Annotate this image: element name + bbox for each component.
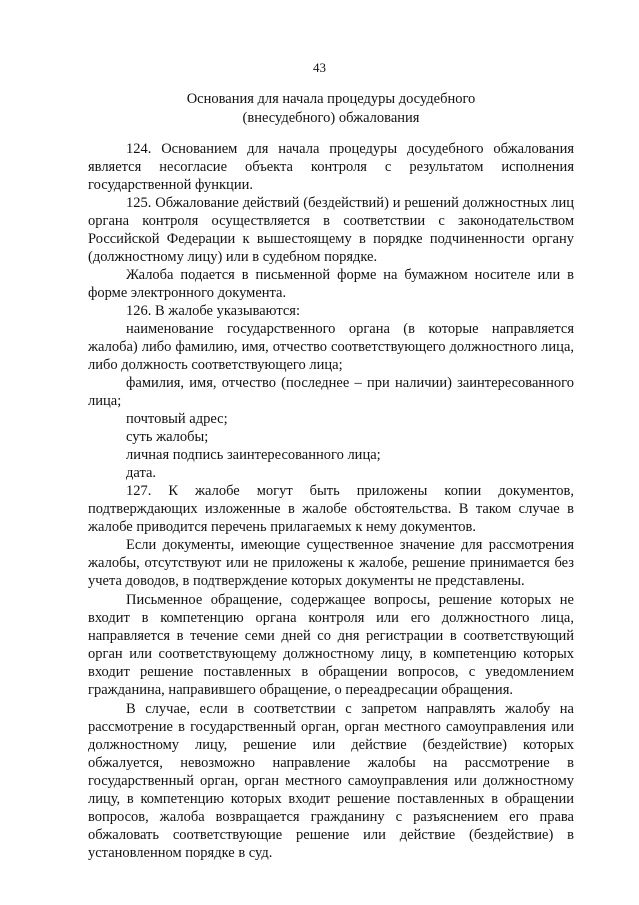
paragraph-127: 127. К жалобе могут быть приложены копии документов, подтверждающих изложенные в жалобе обстоятельства. В таком случае в жалобе приводится перечень прилагаемых к нему документов.	[88, 483, 574, 535]
paragraph-missing-documents: Если документы, имеющие существенное значение для рассмотрения жалобы, отсутствуют или не приложены к жалобе, решение принимается без учета доводов, в подтверждение которых документы не представлены.	[88, 537, 574, 589]
paragraph-125: 125. Обжалование действий (бездействий) и решений должностных лиц органа контроля осуществляется в соответствии с законодательством Российской Федерации к вышестоящему в порядке подчиненности органу (должностному лицу) или в судебном порядке.	[88, 195, 574, 265]
page-number: 43	[313, 60, 326, 75]
paragraph-written-appeal: Письменное обращение, содержащее вопросы, решение которых не входит в компетенцию органа контроля или его должностного лица, направляется в течение семи дней со дня регистрации в соответствующий орган или соответствующему должностному лицу, в компетенцию которых входит решение поставленных в обращении вопросов, с уведомлением гражданина, направившего обращение, о переадресации обращения.	[88, 592, 574, 698]
list-item-date: дата.	[126, 465, 157, 481]
list-item-postal-address: почтовый адрес;	[126, 411, 228, 427]
list-item-signature: личная подпись заинтересованного лица;	[126, 447, 381, 463]
document-body	[88, 140, 574, 862]
paragraph-complaint-form: Жалоба подается в письменной форме на бумажном носителе или в форме электронного документа.	[88, 267, 574, 301]
paragraph-126: 126. В жалобе указываются:	[126, 303, 300, 319]
paragraph-124: 124. Основанием для начала процедуры досудебного обжалования является несогласие объекта контроля с результатом исполнения государственной функции.	[88, 141, 574, 193]
section-heading	[88, 90, 574, 128]
paragraph-return-complaint: В случае, если в соответствии с запретом направлять жалобу на рассмотрение в государственный орган, орган местного самоуправления или должностному лицу, решение или действие (бездействие) которых обжалуется, невозможно направление жалобы на рассмотрение в государственный орган, орган местного самоуправления или должностному лицу, в компетенцию которых входит решение поставленных в обращении вопросов, жалоба возвращается гражданину с разъяснением его права обжаловать соответствующие решение или действие (бездействие) в установленном порядке в суд.	[88, 701, 574, 861]
section-heading-line-1: Основания для начала процедуры досудебного	[186, 91, 476, 107]
section-heading-line-2: (внесудебного) обжалования	[242, 110, 420, 126]
list-item-complaint-essence: суть жалобы;	[126, 429, 209, 445]
list-item-full-name: фамилия, имя, отчество (последнее – при наличии) заинтересованного лица;	[88, 375, 574, 409]
list-item-organ-name: наименование государственного органа (в которые направляется жалоба) либо фамилию, имя, отчество соответствующего должностного лица, либо должность соответствующего лица;	[88, 321, 574, 373]
